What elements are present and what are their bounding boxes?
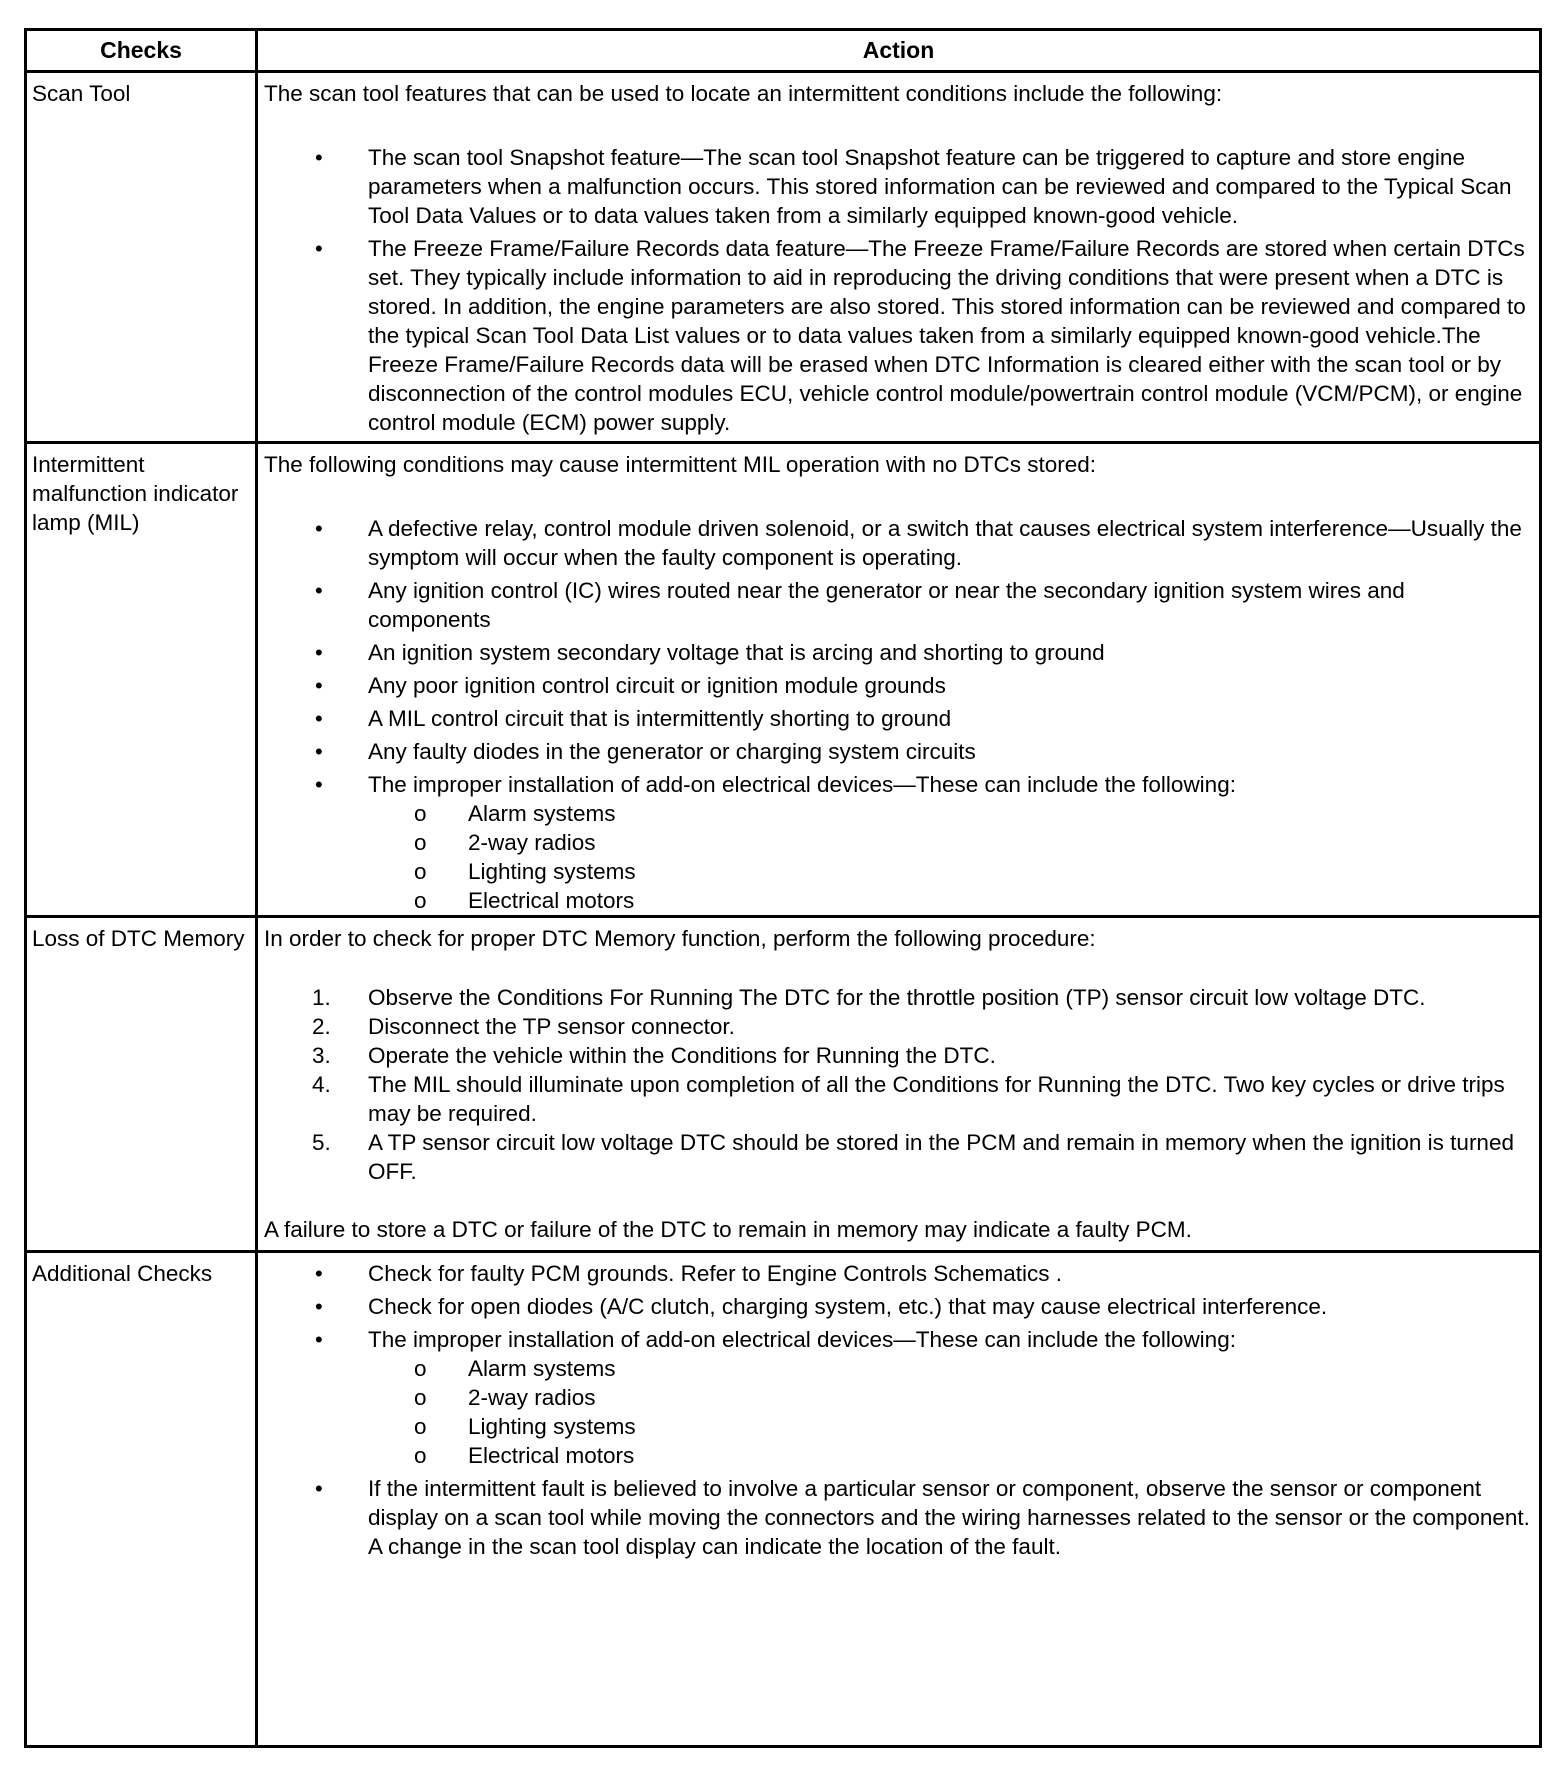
table-row-dtc-memory (26, 917, 1541, 1252)
list-item: 3. Operate the vehicle within the Conditions for Running the DTC. (312, 1043, 996, 1068)
table-row-scan-tool (26, 72, 1541, 443)
list-item: • If the intermittent fault is believed to involve a particular sensor or component, observe the sensor or component display on a scan tool while moving the connectors and the wiring harnesses related to the sensor or the component. A change in the scan tool display can indicate the location of the fault. (315, 1476, 1530, 1559)
action-dtc-memory (257, 917, 1541, 1252)
mil-bullets (264, 514, 1533, 915)
bullet-icon: • (315, 145, 323, 170)
circle-bullet-icon: o (414, 1443, 427, 1468)
bullet-icon: • (315, 640, 323, 665)
table-row-additional (26, 1252, 1541, 1747)
list-item: • A defective relay, control module driven solenoid, or a switch that causes electrical system interference—Usually the symptom will occur when the faulty component is operating. (315, 516, 1522, 570)
list-item: 2. Disconnect the TP sensor connector. (312, 1014, 735, 1039)
scan-tool-intro: The scan tool features that can be used to locate an intermittent conditions include the following: (264, 81, 1223, 106)
list-item: • A MIL control circuit that is intermittently shorting to ground (315, 706, 952, 731)
header-checks: Checks (26, 30, 257, 72)
step-number: 3. (312, 1043, 331, 1068)
check-dtc-memory: Loss of DTC Memory (26, 917, 257, 1252)
header-action: Action (257, 30, 1541, 72)
dtc-memory-footer: A failure to store a DTC or failure of the DTC to remain in memory may indicate a faulty PCM. (264, 1217, 1192, 1242)
bullet-icon: • (315, 236, 323, 261)
sub-list-item: o Alarm systems (414, 801, 616, 826)
list-item: • Any faulty diodes in the generator or charging system circuits (315, 739, 976, 764)
bullet-icon: • (315, 1261, 323, 1286)
sub-list-item: o Lighting systems (414, 1414, 636, 1439)
list-item: • An ignition system secondary voltage that is arcing and shorting to ground (315, 640, 1105, 665)
sub-list-item: o Alarm systems (414, 1356, 616, 1381)
mil-sub-list (368, 799, 1533, 915)
bullet-icon: • (315, 739, 323, 764)
check-scan-tool: Scan Tool (26, 72, 257, 443)
bullet-icon: • (315, 1476, 323, 1501)
list-item: 4. The MIL should illuminate upon completion of all the Conditions for Running the DTC. Two key cycles or drive trips may be required. (312, 1072, 1505, 1126)
sub-list-item: o 2-way radios (414, 830, 596, 855)
bullet-icon: • (315, 673, 323, 698)
table-row-mil (26, 443, 1541, 917)
check-mil: Intermittent malfunction indicator lamp (MIL) (26, 443, 257, 917)
bullet-icon: • (315, 516, 323, 541)
list-item: 1. Observe the Conditions For Running The DTC for the throttle position (TP) sensor circuit low voltage DTC. (312, 985, 1426, 1010)
header-row (26, 30, 1541, 72)
circle-bullet-icon: o (414, 1414, 427, 1439)
additional-bullets (264, 1259, 1533, 1561)
bullet-icon: • (315, 1327, 323, 1352)
step-number: 2. (312, 1014, 331, 1039)
scan-tool-bullets (264, 143, 1533, 437)
sub-list-item: o Lighting systems (414, 859, 636, 884)
action-scan-tool (257, 72, 1541, 443)
step-number: 5. (312, 1130, 331, 1155)
sub-list-item: o Electrical motors (414, 888, 635, 913)
mil-intro: The following conditions may cause intermittent MIL operation with no DTCs stored: (264, 452, 1097, 477)
step-number: 1. (312, 985, 331, 1010)
sub-list-item: o 2-way radios (414, 1385, 596, 1410)
circle-bullet-icon: o (414, 830, 427, 855)
list-item: • The improper installation of add-on electrical devices—These can include the following: o Alarm systems o 2-way radios o Lighting systems o Electrical motors (264, 1325, 1533, 1470)
check-additional: Additional Checks (26, 1252, 257, 1747)
dtc-memory-steps (264, 983, 1533, 1186)
list-item: • The Freeze Frame/Failure Records data feature—The Freeze Frame/Failure Records are stored when certain DTCs set. They typically include information to aid in reproducing the driving conditions that were present when a DTC is stored. In addition, the engine parameters are also stored. This stored information can be reviewed and compared to the typical Scan Tool Data List values or to data values taken from a similarly equipped known-good vehicle.The Freeze Frame/Failure Records data will be erased when DTC Information is cleared either with the scan tool or by disconnection of the control modules ECU, vehicle control module/powertrain control module (VCM/PCM), or engine control module (ECM) power supply. (315, 236, 1526, 435)
circle-bullet-icon: o (414, 888, 427, 913)
bullet-icon: • (315, 706, 323, 731)
bullet-icon: • (315, 772, 323, 797)
list-item: • Any ignition control (IC) wires routed near the generator or near the secondary ignition system wires and components (315, 578, 1405, 632)
action-additional (257, 1252, 1541, 1747)
list-item: • Check for faulty PCM grounds. Refer to Engine Controls Schematics . (315, 1261, 1063, 1286)
circle-bullet-icon: o (414, 1356, 427, 1381)
circle-bullet-icon: o (414, 859, 427, 884)
sub-list-item: o Electrical motors (414, 1443, 635, 1468)
bullet-icon: • (315, 578, 323, 603)
dtc-memory-intro: In order to check for proper DTC Memory function, perform the following procedure: (264, 926, 1096, 951)
diagnostic-checks-table (24, 28, 1542, 1748)
additional-sub-list (368, 1354, 1533, 1470)
list-item: • Any poor ignition control circuit or ignition module grounds (315, 673, 946, 698)
list-item: • The improper installation of add-on electrical devices—These can include the following: o Alarm systems o 2-way radios o Lighting systems o Electrical motors (264, 770, 1533, 915)
step-number: 4. (312, 1072, 331, 1097)
list-item: • The scan tool Snapshot feature—The scan tool Snapshot feature can be triggered to capture and store engine parameters when a malfunction occurs. This stored information can be reviewed and compared to the Typical Scan Tool Data Values or to data values taken from a similarly equipped known-good vehicle. (315, 145, 1512, 228)
bullet-icon: • (315, 1294, 323, 1319)
circle-bullet-icon: o (414, 1385, 427, 1410)
list-item: 5. A TP sensor circuit low voltage DTC should be stored in the PCM and remain in memory when the ignition is turned OFF. (312, 1130, 1514, 1184)
action-mil (257, 443, 1541, 917)
circle-bullet-icon: o (414, 801, 427, 826)
list-item: • Check for open diodes (A/C clutch, charging system, etc.) that may cause electrical interference. (315, 1294, 1328, 1319)
